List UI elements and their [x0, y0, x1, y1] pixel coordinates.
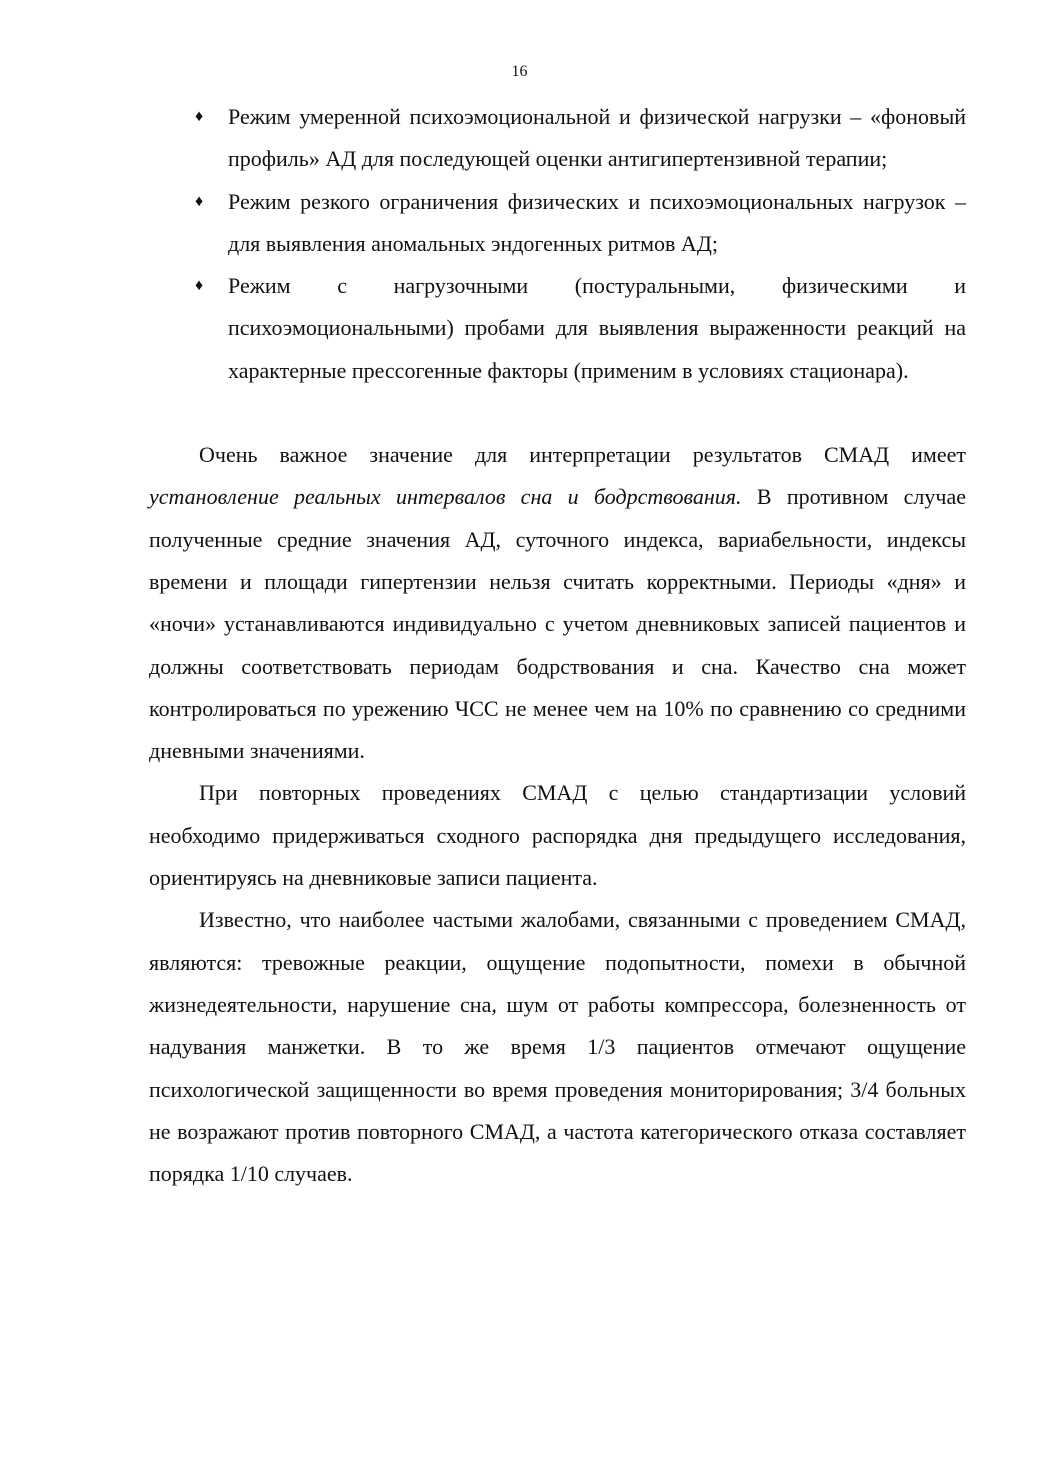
bullet-text: Режим умеренной психоэмоциональной и физической нагрузки – «фоновый профиль» АД для последующей оценки антигипертензивной терапии;	[228, 104, 966, 172]
diamond-bullet-icon: ♦	[195, 277, 204, 295]
bullet-text: Режим резкого ограничения физических и психоэмоциональных нагрузок – для выявления аномальных эндогенных ритмов АД;	[228, 188, 966, 256]
page-number: 16	[511, 63, 528, 80]
bullet-text: Режим с нагрузочными (постуральными, физическими и психоэмоциональными) пробами для выявления выраженности реакций на характерные прессогенные факторы (применим в условиях стационара).	[228, 273, 966, 383]
diamond-bullet-icon: ♦	[195, 108, 204, 125]
paragraph-sleep-intervals	[149, 434, 966, 772]
paragraph-complaints: Известно, что наиболее частыми жалобами, связанными с проведением СМАД, являются: тревожные реакции, ощущение подопытности, помехи в обычной жизнедеятельности, нарушение сна, шум от работы компрессора, болезненность от надувания манжетки. В то же время 1/3 пациентов отмечают ощущение психологической защищенности во время проведения мониторирования; 3/4 больных не возражают против повторного СМАД, а частота категорического отказа составляет порядка 1/10 случаев.	[149, 907, 966, 1187]
diamond-bullet-icon: ♦	[195, 192, 204, 210]
page-content	[149, 96, 966, 1195]
paragraph-text: В противном случае полученные средние значения АД, суточного индекса, вариабельности, индексы времени и площади гипертензии нельзя считать корректными. Периоды «дня» и «ночи» устанавливаются индивидуально с учетом дневниковых записей пациентов и должны соответствовать периодам бодрствования и сна. Качество сна может контролироваться по урежению ЧСС не менее чем на 10% по сравнению со средними дневными значениями.	[149, 484, 967, 764]
bullet-item	[149, 96, 966, 181]
paragraph-text: Очень важное значение для интерпретации результатов СМАД имеет	[199, 442, 966, 468]
section-gap	[149, 392, 966, 434]
paragraph-repeat-monitoring: При повторных проведениях СМАД с целью стандартизации условий необходимо придерживаться сходного распорядка дня предыдущего исследования, ориентируясь на дневниковые записи пациента.	[149, 780, 966, 891]
bullet-item	[149, 181, 966, 266]
italic-emphasis: установление реальных интервалов сна и бодрствования.	[149, 484, 742, 510]
bullet-item	[149, 265, 966, 392]
bullet-list	[149, 96, 966, 392]
